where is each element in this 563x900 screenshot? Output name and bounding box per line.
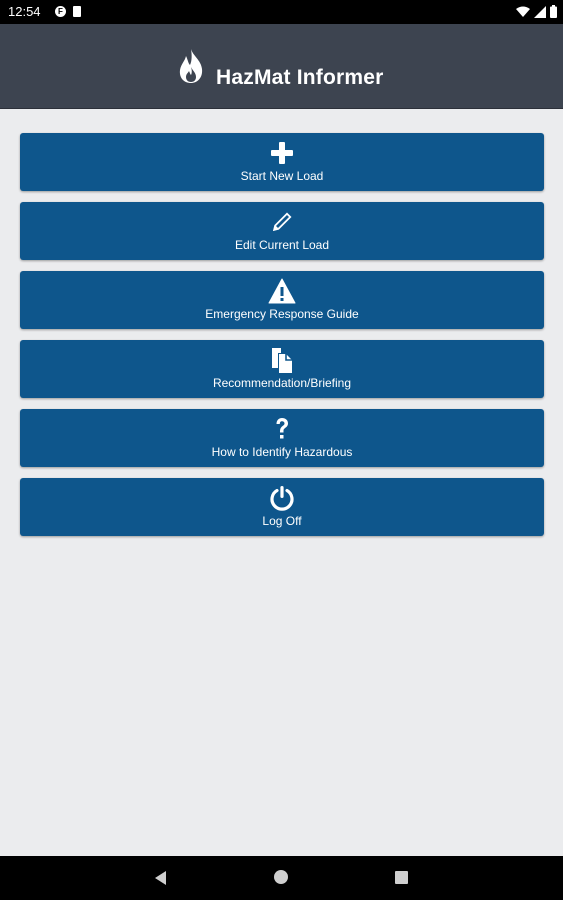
flame-icon	[176, 48, 206, 84]
log-off-label: Log Off	[262, 514, 302, 528]
pencil-icon	[268, 208, 296, 236]
recents-icon[interactable]	[395, 871, 408, 884]
power-icon	[268, 484, 296, 512]
notification-f-icon: F	[55, 6, 66, 17]
recommendation-briefing-label: Recommendation/Briefing	[212, 376, 352, 390]
main-menu	[20, 133, 544, 547]
plus-icon	[268, 139, 296, 167]
system-nav-bar	[0, 856, 563, 900]
app-title: HazMat Informer	[216, 66, 384, 89]
how-to-identify-hazardous-label: How to Identify Hazardous	[211, 445, 353, 459]
edit-current-load-button[interactable]	[20, 202, 544, 260]
battery-icon	[550, 5, 557, 18]
emergency-response-guide-label: Emergency Response Guide	[205, 307, 359, 321]
documents-icon	[268, 346, 296, 374]
back-icon[interactable]	[154, 870, 168, 886]
warning-icon	[268, 277, 296, 305]
status-right-icons	[516, 5, 557, 18]
home-icon[interactable]	[274, 870, 288, 884]
signal-icon	[534, 6, 546, 18]
main-content	[0, 109, 563, 856]
wifi-icon	[516, 6, 530, 18]
sim-card-icon	[73, 6, 81, 17]
status-time: 12:54	[8, 4, 41, 19]
status-bar	[0, 0, 563, 24]
edit-current-load-label: Edit Current Load	[234, 238, 330, 252]
how-to-identify-hazardous-button[interactable]	[20, 409, 544, 467]
question-icon	[268, 415, 296, 443]
start-new-load-button[interactable]	[20, 133, 544, 191]
start-new-load-label: Start New Load	[240, 169, 324, 183]
recommendation-briefing-button[interactable]	[20, 340, 544, 398]
emergency-response-guide-button[interactable]	[20, 271, 544, 329]
app-header	[0, 24, 563, 109]
log-off-button[interactable]	[20, 478, 544, 536]
